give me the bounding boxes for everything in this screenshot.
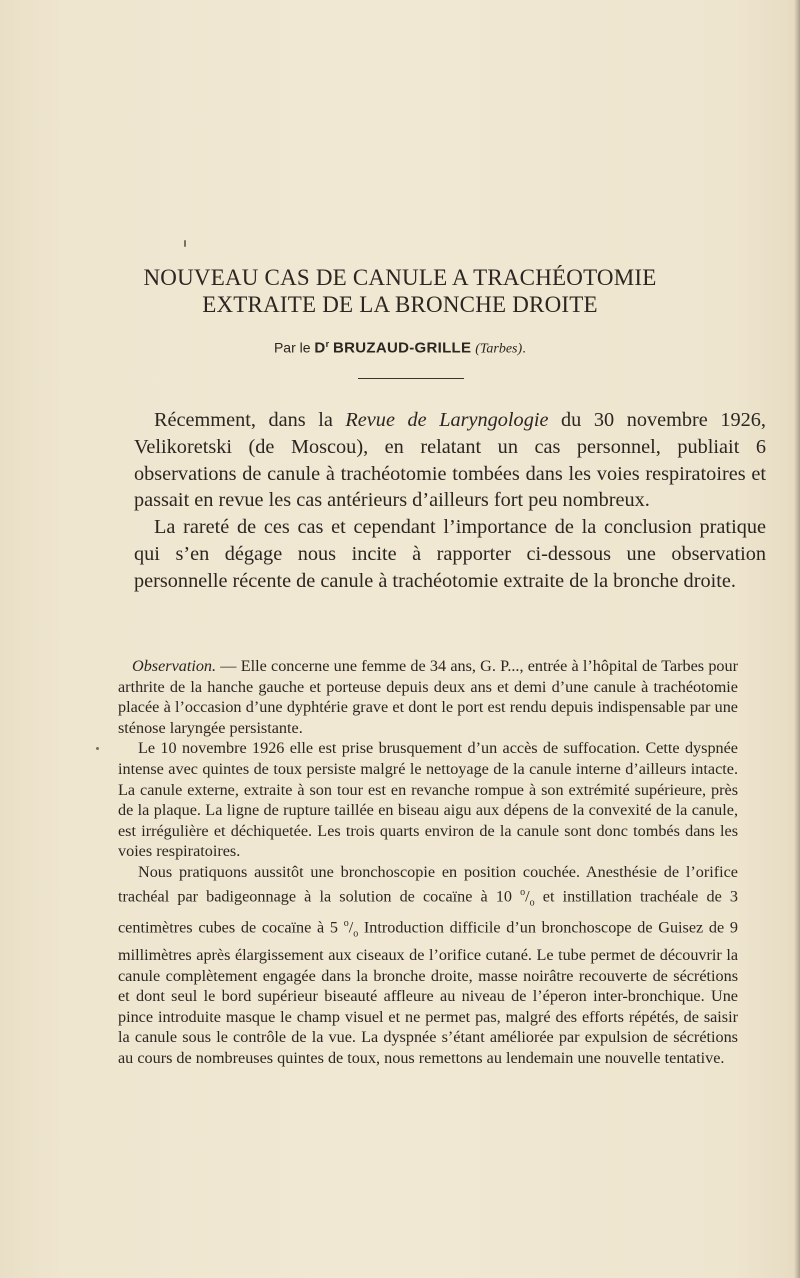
observation-paragraph-2: Le 10 novembre 1926 elle est prise brusquement d’un accès de suffocation. Cette dyspnée intense avec quintes de toux persiste malgré le nettoyage de la canule interne d’ailleurs intacte. La canule externe, extraite à son tour est en revanche rompue à son extrémité supérieure, près de la plaque. La ligne de rupture taillée en biseau aigu aux dépens de la convexité de la canule, est irrégulière et déchiquetée. Les trois quarts environ de la canule sont donc tombés dans les voies respiratoires. (118, 739, 738, 861)
intro-paragraph-1 (134, 407, 766, 514)
percent-sign-o2: o (353, 928, 359, 940)
page-edge-shadow (794, 0, 800, 1278)
journal-name: Revue de Laryngologie (345, 409, 549, 431)
observation-p3-b: et instillation trachéale de 3 centimètres cubes de cocaïne à 5 (118, 886, 738, 937)
observation-p3-c: Introduction difficile d’un bronchoscope de Guisez de 9 millimètres après élargissement aux ciseaux de l’orifice cutané. Le tube permet de découvrir la canule complètement engagée dans la bronche droite, masse noirâtre recouverte de sécrétions et dont seul le bord supérieur biseauté affleure au niveau de l’éperon inter-bronchique. Une pince introduite masque le champ visuel et ne permet pas, malgré des efforts répétés, de saisir la canule sous le contrôle de la vue. La dyspnée s’étant améliorée par expulsion de sécrétions au cours de nombreuses quintes de toux, nous remettons au lendemain une nouvelle tentative. (118, 918, 738, 1067)
print-speck (96, 747, 99, 750)
intro-section (134, 407, 766, 595)
title-divider (358, 378, 464, 379)
byline (0, 339, 800, 358)
observation-p3-a: Nous pratiquons aussitôt une bronchoscopie en position couchée. Anesthésie de l’orifice trachéal par badigeonnage à la solution de cocaïne à 10 (118, 862, 738, 905)
percent-sign-o: o (343, 917, 349, 929)
byline-dr: D (314, 339, 326, 357)
percent-sign-slash: / (348, 918, 354, 937)
percent-sign-slash: / (525, 886, 530, 905)
byline-prefix: Par le (273, 339, 315, 356)
author-name: BRUZAUD-GRILLE (332, 339, 472, 357)
intro-p1-b: du 30 novembre 1926, Velikoretski (de Moscou), en relatant un cas personnel, publiait 6 observations de canule à trachéotomie tombées dans les voies respiratoires et passait en revue les cas antérieurs d’ailleurs fort peu nombreux. (134, 409, 766, 512)
article-title-line-2: EXTRAITE DE LA BRONCHE DROITE (202, 292, 598, 317)
observation-label: Observation. (132, 657, 217, 675)
observation-section (118, 656, 738, 1069)
intro-paragraph-2: La rareté de ces cas et cependant l’importance de la conclusion pratique qui s’en dégage nous incite à rapporter ci-dessous une observation personnelle récente de canule à trachéotomie extraite de la bronche droite. (134, 516, 766, 592)
observation-paragraph-3 (118, 862, 738, 1069)
article-title-line-1: NOUVEAU CAS DE CANULE A TRACHÉOTOMIE (143, 265, 657, 290)
print-speck (184, 240, 186, 247)
byline-end: . (522, 339, 527, 356)
observation-p1-text: — Elle concerne une femme de 34 ans, G. P..., entrée à l’hôpital de Tarbes pour arthrite de la hanche gauche et porteuse depuis deux ans et demi d’une canule à trachéotomie placée à l’occasion d’une dyphtérie grave et dont le port est rendu depuis indispensable par une sténose laryngée persistante. (118, 657, 738, 737)
observation-paragraph-1 (118, 656, 738, 738)
percent-sign-o2: o (529, 897, 535, 909)
byline-dr-superscript: r (325, 339, 330, 349)
author-place: (Tarbes) (475, 341, 523, 357)
percent-sign-o: o (520, 886, 526, 898)
intro-p1-a: Récemment, dans la (154, 409, 346, 431)
